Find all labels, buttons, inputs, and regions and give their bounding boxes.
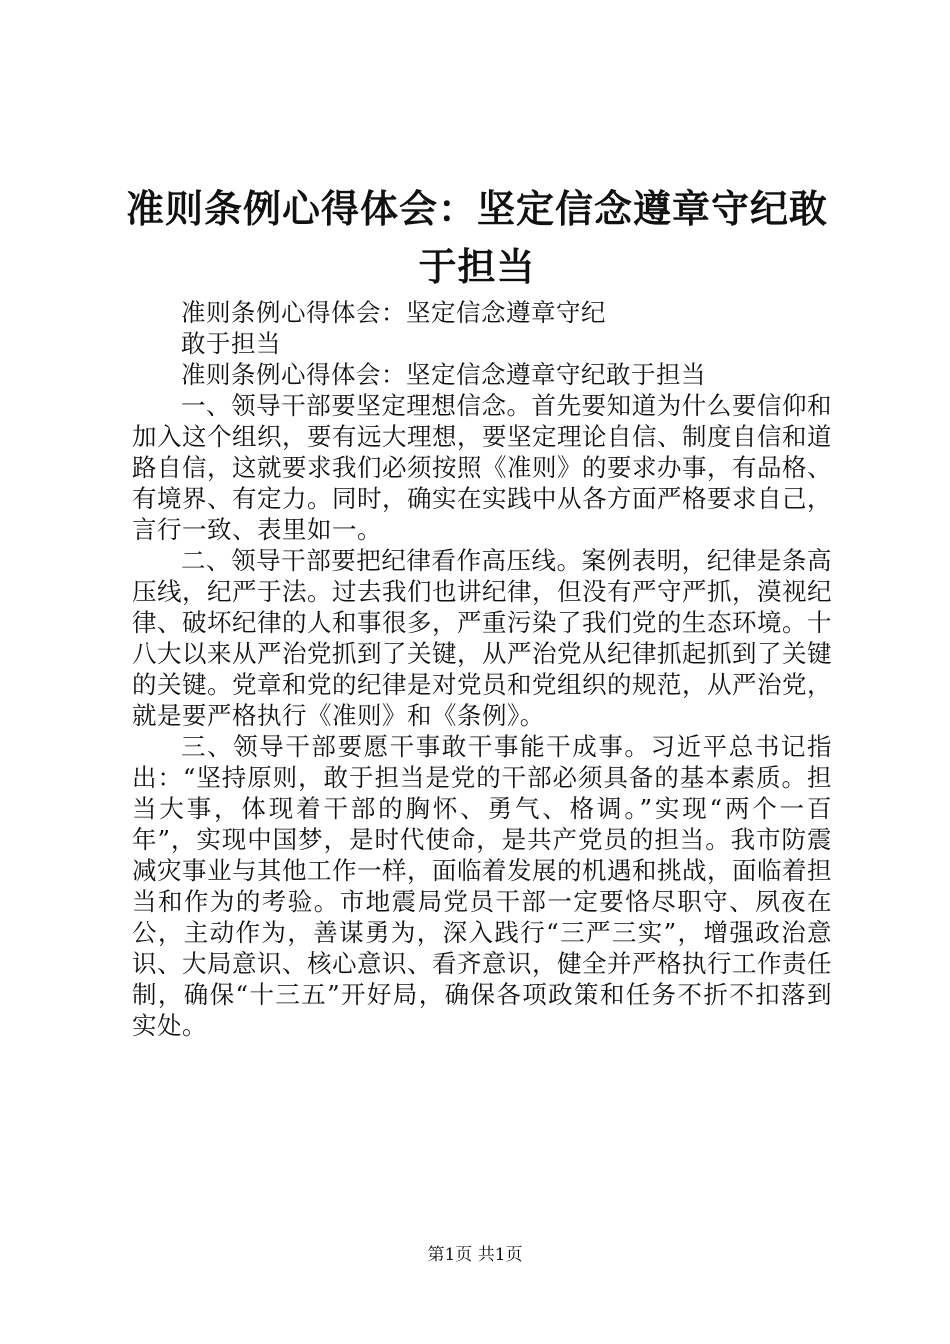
paragraph-subtitle-1: 准则条例心得体会：坚定信念遵章守纪 [181,298,606,327]
document-body [132,297,832,1041]
paragraph-section-1: 一、领导干部要坚定理想信念。首先要知道为什么要信仰和加入这个组织，要有远大理想，要坚定理论自信、制度自信和道路自信，这就要求我们必须按照《准则》的要求办事，有品格、有境界、有定力。同时，确实在实践中从各方面严格要求自己，言行一致、表里如一。 [132,391,832,544]
paragraph-section-2: 二、领导干部要把纪律看作高压线。案例表明，纪律是条高压线，纪严于法。过去我们也讲纪律，但没有严守严抓，漠视纪律、破坏纪律的人和事很多，严重污染了我们党的生态环境。十八大以来从严治党抓到了关键，从严治党从纪律抓起抓到了关键的关键。党章和党的纪律是对党员和党组织的规范，从严治党，就是要严格执行《准则》和《条例》。 [132,546,832,730]
paragraph-subtitle-3: 准则条例心得体会：坚定信念遵章守纪敢于担当 [181,360,706,389]
paragraph-subtitle-2: 敢于担当 [181,329,281,358]
page-number-footer: 第1页 共1页 [427,1245,523,1265]
document-title: 准则条例心得体会：坚定信念遵章守纪敢于担当 [125,186,828,289]
paragraph-section-3: 三、领导干部要愿干事敢干事能干成事。习近平总书记指出：“坚持原则，敢于担当是党的干部必须具备的基本素质。担当大事，体现着干部的胸怀、勇气、格调。”实现“两个一百年”，实现中国梦，是时代使命，是共产党员的担当。我市防震减灾事业与其他工作一样，面临着发展的机遇和挑战，面临着担当和作为的考验。市地震局党员干部一定要恪尽职守、夙夜在公，主动作为，善谋勇为，深入践行“三严三实”，增强政治意识、大局意识、核心意识、看齐意识，健全并严格执行工作责任制，确保“十三五”开好局，确保各项政策和任务不折不扣落到实处。 [132,732,832,1040]
